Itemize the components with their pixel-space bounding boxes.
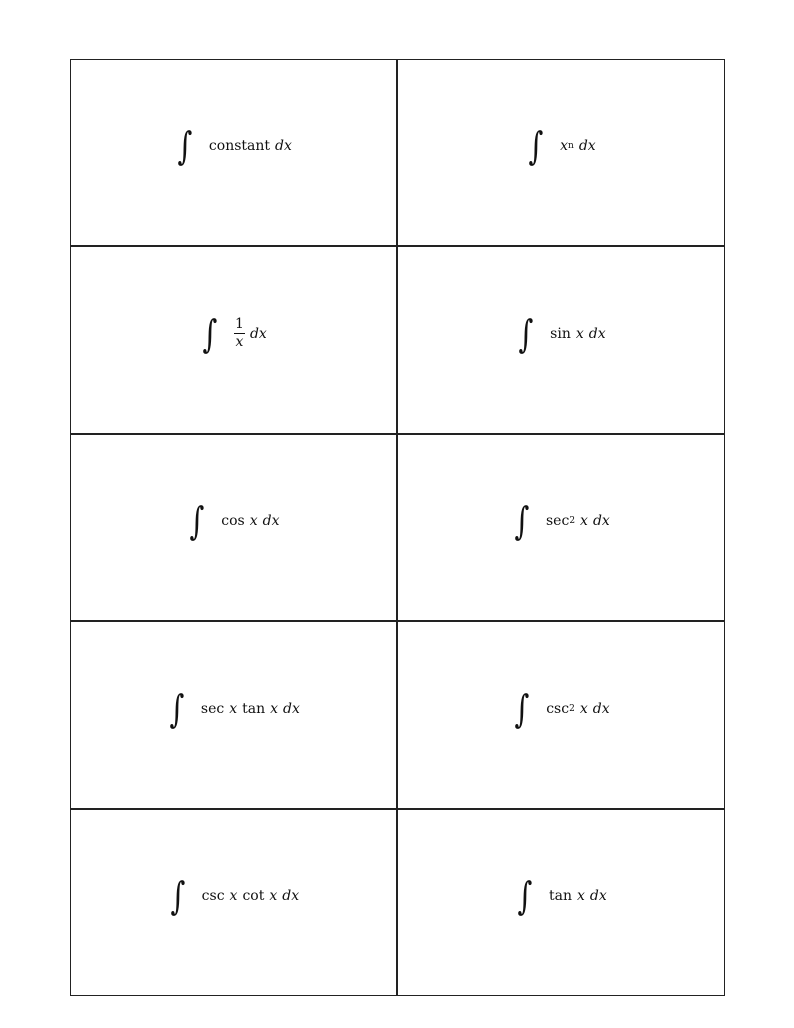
integrand-variable: x <box>579 700 588 717</box>
fraction-numerator: 1 <box>235 316 244 333</box>
integral-sign-icon: ∫ <box>177 124 193 168</box>
integral-sign-icon: ∫ <box>170 874 186 918</box>
integral-expression <box>515 874 607 918</box>
integral-sign-icon: ∫ <box>517 874 533 918</box>
integrand-text: constant <box>208 138 271 154</box>
function-name: sin <box>550 325 571 342</box>
flashcard-sec-squared <box>398 435 724 622</box>
fraction <box>234 317 245 349</box>
integrand-variable: x <box>229 700 238 717</box>
integral-sign-icon: ∫ <box>169 686 185 731</box>
integral-expression: ∫ csc 2 x dx <box>514 686 610 731</box>
differential: dx <box>592 700 610 717</box>
differential: dx <box>275 138 292 154</box>
flashcard-sheet <box>70 59 725 996</box>
function-name: sec <box>200 700 225 717</box>
integrand-variable-2: x <box>269 888 278 904</box>
integrand-variable: x <box>575 325 584 342</box>
differential: dx <box>249 325 267 342</box>
integral-expression <box>187 499 280 543</box>
function-name: csc <box>201 888 225 904</box>
integral-expression: ∫ sec 2 x dx <box>514 499 610 543</box>
flashcard-csc-squared <box>398 622 724 810</box>
function-name-2: tan <box>242 700 266 717</box>
differential: dx <box>282 888 300 904</box>
integral-expression <box>516 311 606 356</box>
flashcard-sin <box>398 247 724 435</box>
differential: dx <box>578 138 596 154</box>
integrand-variable: x <box>229 888 238 904</box>
integrand-variable: x <box>577 888 585 904</box>
flashcard-constant <box>71 60 398 247</box>
integral-sign-icon: ∫ <box>514 499 530 543</box>
function-name-2: cot <box>242 888 265 904</box>
flashcard-reciprocal <box>71 247 398 435</box>
function-name: cos <box>221 513 245 529</box>
function-name: sec <box>546 513 570 529</box>
differential: dx <box>592 513 610 529</box>
integral-sign-icon: ∫ <box>189 499 205 543</box>
flashcard-sec-tan <box>71 622 398 810</box>
differential: dx <box>283 700 300 717</box>
differential: dx <box>262 513 280 529</box>
integral-sign-icon: ∫ <box>202 311 218 356</box>
integrand-variable: x <box>580 513 588 529</box>
integrand-variable: x <box>560 138 569 154</box>
fraction-denominator: x <box>235 334 244 350</box>
function-name: tan <box>549 888 573 904</box>
flashcard-csc-cot <box>71 810 398 995</box>
differential: dx <box>588 325 606 342</box>
integral-expression <box>168 874 300 918</box>
integral-expression <box>200 311 267 356</box>
integral-expression: ∫ x n dx <box>528 124 596 168</box>
integrand-variable-2: x <box>270 700 279 717</box>
integral-expression <box>167 686 300 731</box>
integral-sign-icon: ∫ <box>528 124 544 168</box>
flashcard-power <box>398 60 724 247</box>
integral-sign-icon: ∫ <box>514 686 530 731</box>
flashcard-tan <box>398 810 724 995</box>
integral-expression <box>175 124 292 168</box>
differential: dx <box>589 888 607 904</box>
integrand-variable: x <box>249 513 258 529</box>
integral-sign-icon: ∫ <box>518 311 534 356</box>
flashcard-cos <box>71 435 398 622</box>
function-name: csc <box>546 700 570 717</box>
